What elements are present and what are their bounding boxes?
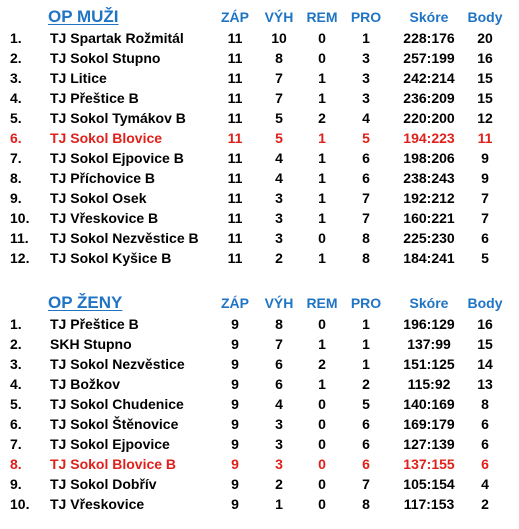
points-cell: 6 bbox=[481, 230, 489, 246]
wins-cell: 5 bbox=[275, 110, 283, 126]
points-cell: 7 bbox=[481, 210, 489, 226]
draws-cell: 2 bbox=[318, 110, 326, 126]
score-cell: 117:153 bbox=[403, 496, 455, 512]
points-cell: 2 bbox=[481, 496, 489, 512]
matches-played-cell: 11 bbox=[227, 230, 243, 246]
standings-table-muzi bbox=[0, 6, 519, 268]
table-row bbox=[0, 314, 519, 334]
points-cell: 8 bbox=[481, 396, 489, 412]
points-cell: 13 bbox=[477, 376, 493, 392]
rank-cell: 12. bbox=[10, 250, 30, 266]
draws-cell: 0 bbox=[318, 476, 326, 492]
score-cell: 225:230 bbox=[403, 230, 455, 246]
points-cell: 9 bbox=[481, 150, 489, 166]
table-row bbox=[0, 414, 519, 434]
team-name-cell: TJ Sokol Nezvěstice B bbox=[50, 230, 199, 246]
score-cell: 160:221 bbox=[403, 210, 455, 226]
rank-cell: 5. bbox=[10, 110, 22, 126]
rank-cell: 7. bbox=[10, 150, 22, 166]
matches-played-cell: 11 bbox=[227, 50, 243, 66]
wins-cell: 4 bbox=[275, 396, 283, 412]
losses-cell: 6 bbox=[362, 436, 370, 452]
table-row-highlighted bbox=[0, 454, 519, 474]
rank-cell: 6. bbox=[10, 416, 22, 432]
points-cell: 6 bbox=[481, 456, 489, 472]
matches-played-cell: 9 bbox=[231, 356, 239, 372]
column-header-skore: Skóre bbox=[409, 9, 449, 25]
matches-played-cell: 9 bbox=[231, 416, 239, 432]
draws-cell: 1 bbox=[318, 190, 326, 206]
points-cell: 7 bbox=[481, 190, 489, 206]
score-cell: 151:125 bbox=[403, 356, 455, 372]
points-cell: 15 bbox=[477, 336, 493, 352]
rank-cell: 2. bbox=[10, 50, 22, 66]
wins-cell: 7 bbox=[275, 90, 283, 106]
team-name-cell: TJ Sokol Ejpovice bbox=[50, 436, 170, 452]
wins-cell: 3 bbox=[275, 230, 283, 246]
score-cell: 196:129 bbox=[403, 316, 455, 332]
points-cell: 20 bbox=[477, 30, 493, 46]
team-name-cell: TJ Sokol Ejpovice B bbox=[50, 150, 184, 166]
rank-cell: 4. bbox=[10, 376, 22, 392]
points-cell: 14 bbox=[477, 356, 493, 372]
score-cell: 236:209 bbox=[403, 90, 455, 106]
table-row bbox=[0, 354, 519, 374]
table-row-highlighted bbox=[0, 128, 519, 148]
wins-cell: 8 bbox=[275, 316, 283, 332]
team-name-cell: TJ Příchovice B bbox=[50, 170, 156, 186]
losses-cell: 4 bbox=[362, 110, 370, 126]
column-header-vyh: VÝH bbox=[264, 295, 294, 311]
column-header-body: Body bbox=[467, 295, 503, 311]
matches-played-cell: 11 bbox=[227, 210, 243, 226]
draws-cell: 0 bbox=[318, 456, 326, 472]
table-title: OP ŽENY bbox=[48, 293, 123, 312]
matches-played-cell: 11 bbox=[227, 130, 243, 146]
matches-played-cell: 11 bbox=[227, 170, 243, 186]
team-name-cell: SKH Stupno bbox=[50, 336, 132, 352]
points-cell: 15 bbox=[477, 70, 493, 86]
matches-played-cell: 9 bbox=[231, 496, 239, 512]
score-cell: 192:212 bbox=[403, 190, 455, 206]
points-cell: 11 bbox=[477, 130, 493, 146]
points-cell: 12 bbox=[477, 110, 493, 126]
wins-cell: 10 bbox=[271, 30, 287, 46]
losses-cell: 3 bbox=[362, 50, 370, 66]
losses-cell: 8 bbox=[362, 496, 370, 512]
team-name-cell: TJ Přeštice B bbox=[50, 316, 139, 332]
matches-played-cell: 11 bbox=[227, 70, 243, 86]
score-cell: 137:155 bbox=[403, 456, 455, 472]
losses-cell: 1 bbox=[362, 336, 370, 352]
column-header-skore: Skóre bbox=[409, 295, 449, 311]
rank-cell: 10. bbox=[10, 496, 30, 512]
score-cell: 194:223 bbox=[403, 130, 455, 146]
losses-cell: 2 bbox=[362, 376, 370, 392]
wins-cell: 3 bbox=[275, 456, 283, 472]
points-cell: 5 bbox=[481, 250, 489, 266]
rank-cell: 2. bbox=[10, 336, 22, 352]
draws-cell: 1 bbox=[318, 170, 326, 186]
draws-cell: 1 bbox=[318, 130, 326, 146]
team-name-cell: TJ Sokol Nezvěstice bbox=[50, 356, 185, 372]
losses-cell: 1 bbox=[362, 30, 370, 46]
table-row bbox=[0, 48, 519, 68]
matches-played-cell: 11 bbox=[227, 250, 243, 266]
table-row bbox=[0, 88, 519, 108]
losses-cell: 3 bbox=[362, 90, 370, 106]
table-row bbox=[0, 168, 519, 188]
losses-cell: 7 bbox=[362, 190, 370, 206]
rank-cell: 11. bbox=[10, 230, 29, 246]
score-cell: 137:99 bbox=[407, 336, 451, 352]
score-cell: 228:176 bbox=[403, 30, 455, 46]
rank-cell: 8. bbox=[10, 456, 22, 472]
wins-cell: 3 bbox=[275, 190, 283, 206]
wins-cell: 2 bbox=[275, 476, 283, 492]
matches-played-cell: 11 bbox=[227, 30, 243, 46]
draws-cell: 0 bbox=[318, 230, 326, 246]
score-cell: 115:92 bbox=[407, 376, 451, 392]
team-name-cell: TJ Přeštice B bbox=[50, 90, 139, 106]
table-row bbox=[0, 208, 519, 228]
score-cell: 220:200 bbox=[403, 110, 455, 126]
draws-cell: 0 bbox=[318, 496, 326, 512]
matches-played-cell: 11 bbox=[227, 150, 243, 166]
team-name-cell: TJ Sokol Tymákov B bbox=[50, 110, 186, 126]
draws-cell: 2 bbox=[318, 356, 326, 372]
matches-played-cell: 9 bbox=[231, 336, 239, 352]
rank-cell: 1. bbox=[10, 316, 22, 332]
losses-cell: 7 bbox=[362, 476, 370, 492]
table-body bbox=[0, 314, 519, 514]
draws-cell: 1 bbox=[318, 336, 326, 352]
column-header-body: Body bbox=[467, 9, 503, 25]
rank-cell: 3. bbox=[10, 70, 22, 86]
team-name-cell: TJ Sokol Dobřív bbox=[50, 476, 157, 492]
score-cell: 140:169 bbox=[403, 396, 455, 412]
losses-cell: 1 bbox=[362, 356, 370, 372]
draws-cell: 0 bbox=[318, 396, 326, 412]
matches-played-cell: 9 bbox=[231, 476, 239, 492]
draws-cell: 1 bbox=[318, 210, 326, 226]
score-cell: 169:179 bbox=[403, 416, 455, 432]
losses-cell: 8 bbox=[362, 230, 370, 246]
team-name-cell: TJ Sokol Blovice bbox=[50, 130, 163, 146]
losses-cell: 8 bbox=[362, 250, 370, 266]
wins-cell: 2 bbox=[275, 250, 283, 266]
draws-cell: 0 bbox=[318, 316, 326, 332]
table-title: OP MUŽI bbox=[48, 7, 119, 26]
matches-played-cell: 9 bbox=[231, 316, 239, 332]
losses-cell: 6 bbox=[362, 150, 370, 166]
table-row bbox=[0, 188, 519, 208]
losses-cell: 1 bbox=[362, 316, 370, 332]
column-header-rem: REM bbox=[306, 295, 338, 311]
rank-cell: 9. bbox=[10, 190, 22, 206]
column-header-zap: ZÁP bbox=[221, 295, 249, 311]
points-cell: 6 bbox=[481, 436, 489, 452]
table-row bbox=[0, 28, 519, 48]
points-cell: 15 bbox=[477, 90, 493, 106]
rank-cell: 7. bbox=[10, 436, 22, 452]
draws-cell: 1 bbox=[318, 376, 326, 392]
team-name-cell: TJ Sokol Chudenice bbox=[50, 396, 184, 412]
table-header bbox=[0, 292, 519, 314]
matches-played-cell: 9 bbox=[231, 456, 239, 472]
column-header-pro: PRO bbox=[350, 295, 382, 311]
wins-cell: 7 bbox=[275, 336, 283, 352]
wins-cell: 3 bbox=[275, 416, 283, 432]
table-row bbox=[0, 434, 519, 454]
table-row bbox=[0, 494, 519, 514]
points-cell: 16 bbox=[477, 50, 493, 66]
losses-cell: 3 bbox=[362, 70, 370, 86]
draws-cell: 0 bbox=[318, 416, 326, 432]
table-row bbox=[0, 108, 519, 128]
column-header-rem: REM bbox=[306, 9, 338, 25]
team-name-cell: TJ Sokol Osek bbox=[50, 190, 147, 206]
table-body bbox=[0, 28, 519, 268]
points-cell: 4 bbox=[481, 476, 489, 492]
score-cell: 127:139 bbox=[403, 436, 455, 452]
score-cell: 198:206 bbox=[403, 150, 455, 166]
draws-cell: 0 bbox=[318, 30, 326, 46]
wins-cell: 8 bbox=[275, 50, 283, 66]
points-cell: 16 bbox=[477, 316, 493, 332]
matches-played-cell: 11 bbox=[227, 190, 243, 206]
draws-cell: 0 bbox=[318, 436, 326, 452]
wins-cell: 3 bbox=[275, 436, 283, 452]
losses-cell: 6 bbox=[362, 170, 370, 186]
wins-cell: 4 bbox=[275, 170, 283, 186]
table-row bbox=[0, 68, 519, 88]
score-cell: 242:214 bbox=[403, 70, 455, 86]
team-name-cell: TJ Sokol Štěnovice bbox=[50, 416, 179, 432]
team-name-cell: TJ Spartak Rožmitál bbox=[50, 30, 184, 46]
rank-cell: 8. bbox=[10, 170, 22, 186]
table-row bbox=[0, 474, 519, 494]
matches-played-cell: 9 bbox=[231, 396, 239, 412]
table-row bbox=[0, 334, 519, 354]
matches-played-cell: 11 bbox=[227, 90, 243, 106]
losses-cell: 6 bbox=[362, 456, 370, 472]
table-header bbox=[0, 6, 519, 28]
wins-cell: 5 bbox=[275, 130, 283, 146]
draws-cell: 1 bbox=[318, 90, 326, 106]
draws-cell: 1 bbox=[318, 250, 326, 266]
table-row bbox=[0, 248, 519, 268]
score-cell: 184:241 bbox=[403, 250, 455, 266]
team-name-cell: TJ Sokol Blovice B bbox=[50, 456, 177, 472]
matches-played-cell: 11 bbox=[227, 110, 243, 126]
rank-cell: 10. bbox=[10, 210, 30, 226]
table-row bbox=[0, 228, 519, 248]
score-cell: 238:243 bbox=[403, 170, 455, 186]
score-cell: 257:199 bbox=[403, 50, 455, 66]
losses-cell: 5 bbox=[362, 396, 370, 412]
team-name-cell: TJ Vřeskovice B bbox=[50, 210, 159, 226]
rank-cell: 1. bbox=[10, 30, 22, 46]
team-name-cell: TJ Vřeskovice bbox=[50, 496, 145, 512]
wins-cell: 3 bbox=[275, 210, 283, 226]
draws-cell: 1 bbox=[318, 150, 326, 166]
matches-played-cell: 9 bbox=[231, 436, 239, 452]
table-row bbox=[0, 374, 519, 394]
score-cell: 105:154 bbox=[403, 476, 455, 492]
losses-cell: 6 bbox=[362, 416, 370, 432]
draws-cell: 1 bbox=[318, 70, 326, 86]
wins-cell: 6 bbox=[275, 356, 283, 372]
column-header-vyh: VÝH bbox=[264, 9, 294, 25]
team-name-cell: TJ Sokol Kyšice B bbox=[50, 250, 172, 266]
standings-table-zeny bbox=[0, 292, 519, 514]
losses-cell: 5 bbox=[362, 130, 370, 146]
team-name-cell: TJ Litice bbox=[50, 70, 107, 86]
wins-cell: 4 bbox=[275, 150, 283, 166]
wins-cell: 1 bbox=[275, 496, 283, 512]
rank-cell: 6. bbox=[10, 130, 22, 146]
draws-cell: 0 bbox=[318, 50, 326, 66]
table-row bbox=[0, 394, 519, 414]
rank-cell: 4. bbox=[10, 90, 22, 106]
matches-played-cell: 9 bbox=[231, 376, 239, 392]
team-name-cell: TJ Sokol Stupno bbox=[50, 50, 161, 66]
rank-cell: 5. bbox=[10, 396, 22, 412]
column-header-pro: PRO bbox=[350, 9, 382, 25]
wins-cell: 6 bbox=[275, 376, 283, 392]
rank-cell: 3. bbox=[10, 356, 22, 372]
table-row bbox=[0, 148, 519, 168]
wins-cell: 7 bbox=[275, 70, 283, 86]
points-cell: 6 bbox=[481, 416, 489, 432]
team-name-cell: TJ Božkov bbox=[50, 376, 121, 392]
column-header-zap: ZÁP bbox=[221, 9, 249, 25]
rank-cell: 9. bbox=[10, 476, 22, 492]
points-cell: 9 bbox=[481, 170, 489, 186]
losses-cell: 7 bbox=[362, 210, 370, 226]
